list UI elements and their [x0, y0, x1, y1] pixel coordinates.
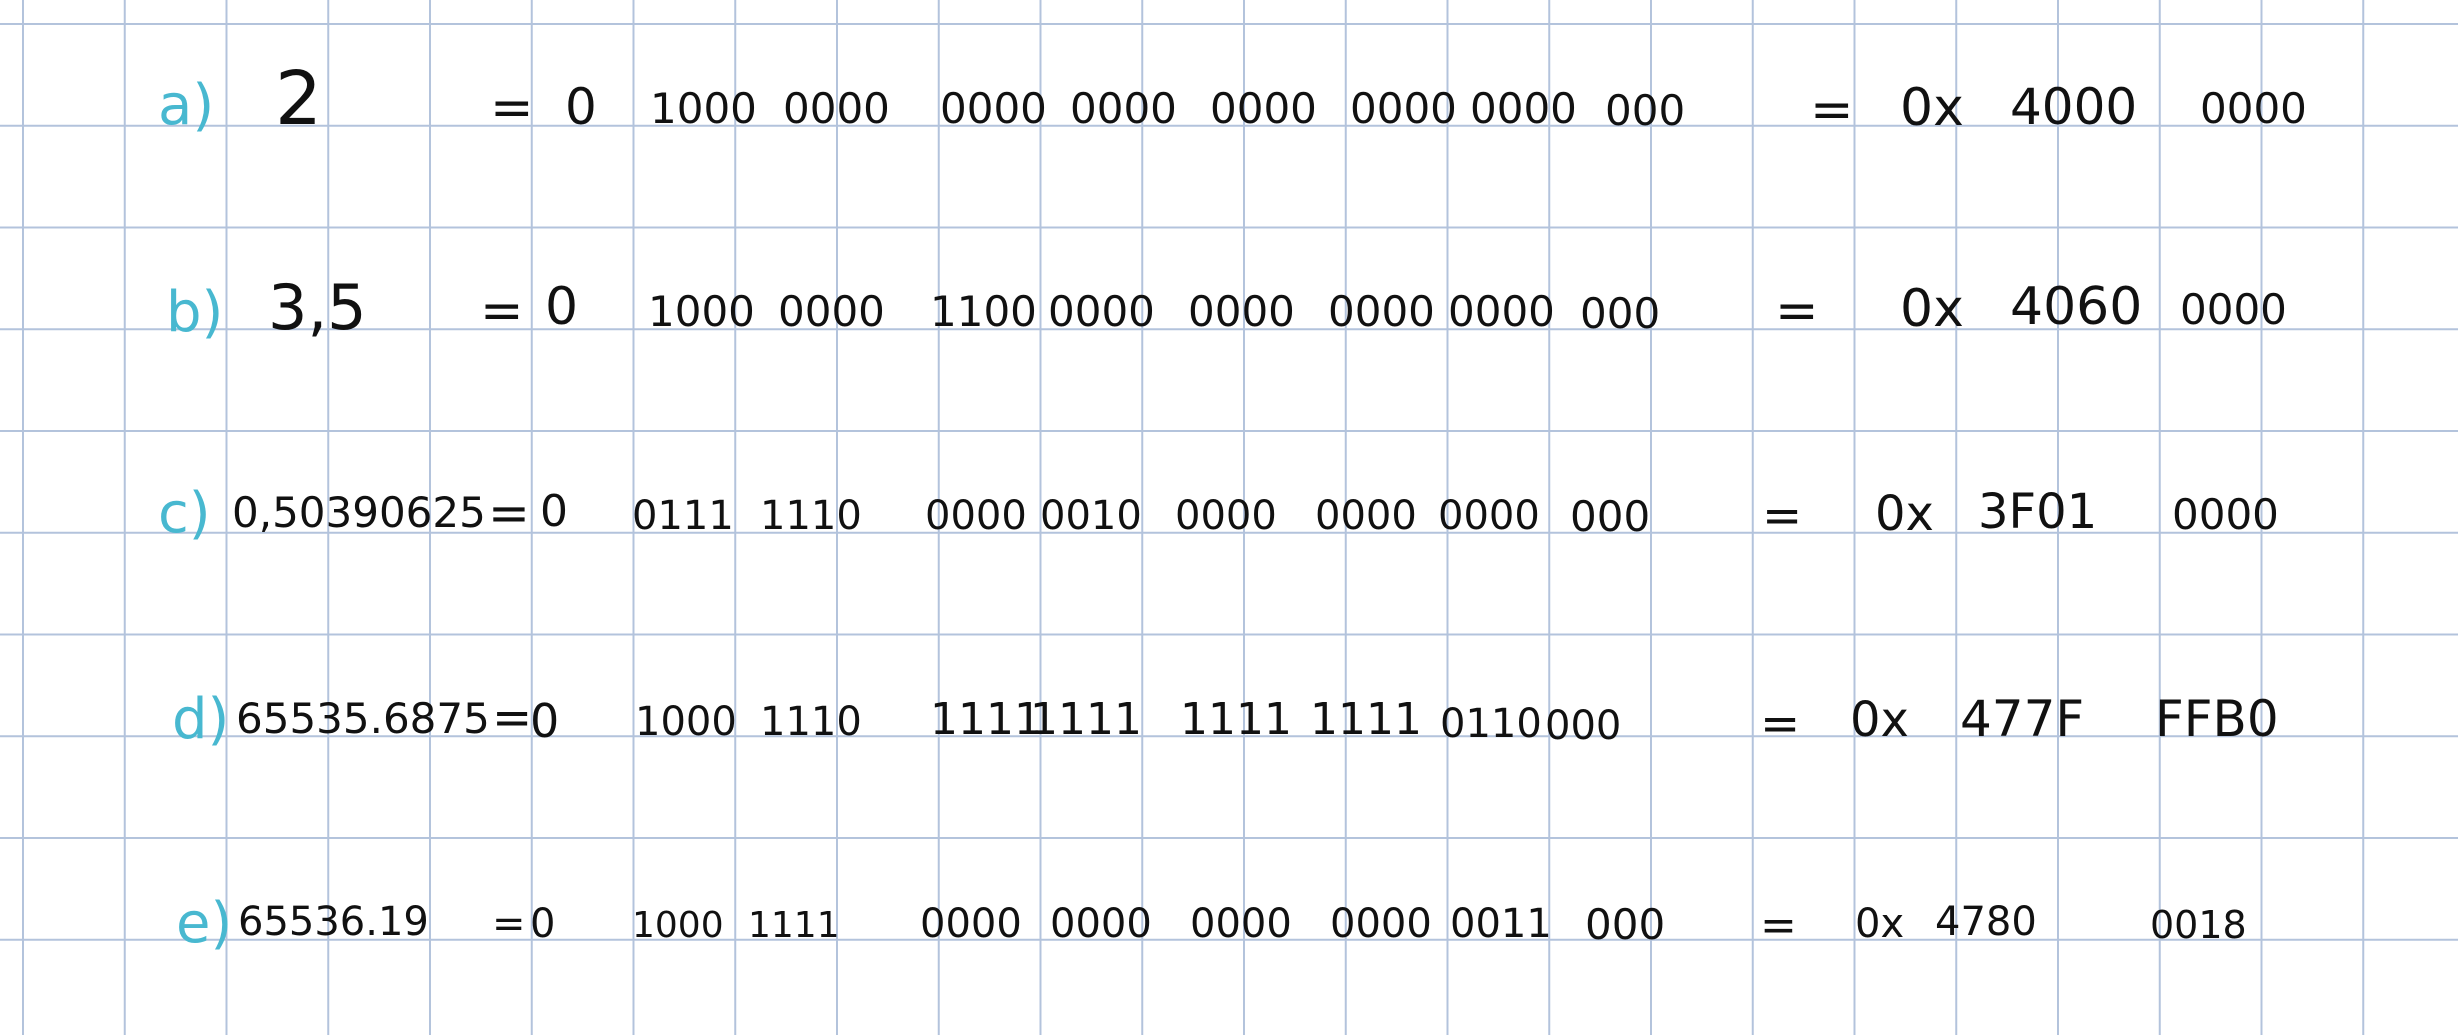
hex-high: 4780: [1935, 899, 2037, 945]
hex-high: 477F: [1960, 690, 2085, 748]
binary-group: 000: [1605, 86, 1686, 135]
binary-group: 1000: [648, 287, 755, 336]
decimal-value: 65536.19: [238, 899, 429, 945]
binary-group: 0000: [1328, 287, 1435, 336]
row-label: e): [176, 891, 233, 956]
decimal-value: 65535.6875: [236, 694, 490, 743]
sign-bit: 0: [565, 78, 597, 136]
binary-group: 0000: [1438, 493, 1540, 539]
row-label: b): [166, 280, 224, 345]
binary-group: 1100: [930, 287, 1037, 336]
equals-sign: =: [488, 484, 530, 542]
binary-group: 1000: [635, 699, 737, 745]
hex-prefix: 0x: [1900, 78, 1964, 138]
equals-sign: =: [1775, 281, 1819, 341]
binary-group: 1111: [1030, 694, 1142, 745]
sign-bit: 0: [530, 901, 556, 947]
equals-sign: =: [1762, 488, 1803, 544]
row-d: [0, 668, 2458, 778]
row-b: [0, 245, 2458, 355]
row-a: [0, 40, 2458, 150]
decimal-value: 0,50390625: [232, 488, 486, 537]
decimal-value: 3,5: [268, 271, 367, 344]
binary-group: 000: [1545, 703, 1622, 749]
binary-group: 0000: [1350, 84, 1457, 133]
hex-high: 3F01: [1978, 484, 2098, 540]
binary-group: 1110: [760, 699, 862, 745]
binary-group: 0000: [920, 901, 1022, 947]
binary-group: 0000: [1070, 84, 1177, 133]
binary-group: 0000: [1470, 84, 1577, 133]
binary-group: 0000: [1315, 493, 1417, 539]
binary-group: 1110: [760, 493, 862, 539]
binary-group: 000: [1570, 492, 1651, 541]
equals-sign: =: [492, 690, 533, 746]
binary-group: 0000: [1190, 901, 1292, 947]
binary-group: 0000: [1448, 287, 1555, 336]
hex-prefix: 0x: [1900, 279, 1964, 339]
binary-group: 000: [1580, 289, 1661, 338]
equals-sign: =: [480, 281, 524, 341]
hex-high: 4060: [2010, 277, 2143, 337]
hex-low: 0000: [2180, 285, 2287, 334]
binary-group: 0111: [632, 493, 734, 539]
sign-bit: 0: [545, 277, 579, 337]
row-label: c): [158, 481, 211, 546]
binary-group: 0000: [1330, 901, 1432, 947]
equals-sign: =: [492, 901, 526, 947]
sign-bit: 0: [530, 694, 560, 748]
binary-group: 0000: [925, 493, 1027, 539]
hex-high: 4000: [2010, 78, 2138, 136]
row-c: [0, 448, 2458, 558]
hex-low: 0000: [2200, 84, 2307, 133]
hex-prefix: 0x: [1855, 901, 1905, 947]
binary-group: 1111: [748, 905, 840, 946]
decimal-value: 2: [275, 56, 323, 142]
binary-group: 0000: [1188, 287, 1295, 336]
binary-group: 0000: [1210, 84, 1317, 133]
binary-group: 1111: [1180, 694, 1292, 745]
hex-low: 0018: [2150, 903, 2247, 947]
binary-group: 1111: [1310, 694, 1422, 745]
binary-group: 0000: [1048, 287, 1155, 336]
binary-group: 0000: [1050, 901, 1152, 947]
sign-bit: 0: [540, 486, 568, 537]
binary-group: 1111: [930, 694, 1042, 745]
binary-group: 0000: [940, 84, 1047, 133]
hex-low: 0000: [2172, 490, 2279, 539]
binary-group: 1000: [650, 84, 757, 133]
hex-prefix: 0x: [1850, 692, 1909, 748]
binary-group: 0000: [778, 287, 885, 336]
row-label: d): [172, 687, 230, 752]
binary-group: 000: [1585, 900, 1666, 949]
equals-sign: =: [490, 78, 534, 138]
binary-group: 0011: [1450, 901, 1552, 947]
equals-sign: =: [1810, 80, 1854, 140]
hex-prefix: 0x: [1875, 486, 1934, 542]
equals-sign: =: [1760, 900, 1797, 951]
binary-group: 1000: [632, 905, 724, 946]
equals-sign: =: [1760, 696, 1801, 752]
binary-group: 0000: [1175, 493, 1277, 539]
binary-group: 0010: [1040, 493, 1142, 539]
row-e: [0, 870, 2458, 980]
binary-group: 0110: [1440, 701, 1542, 747]
row-label: a): [158, 73, 215, 138]
binary-group: 0000: [783, 84, 890, 133]
hex-low: FFB0: [2155, 690, 2279, 748]
